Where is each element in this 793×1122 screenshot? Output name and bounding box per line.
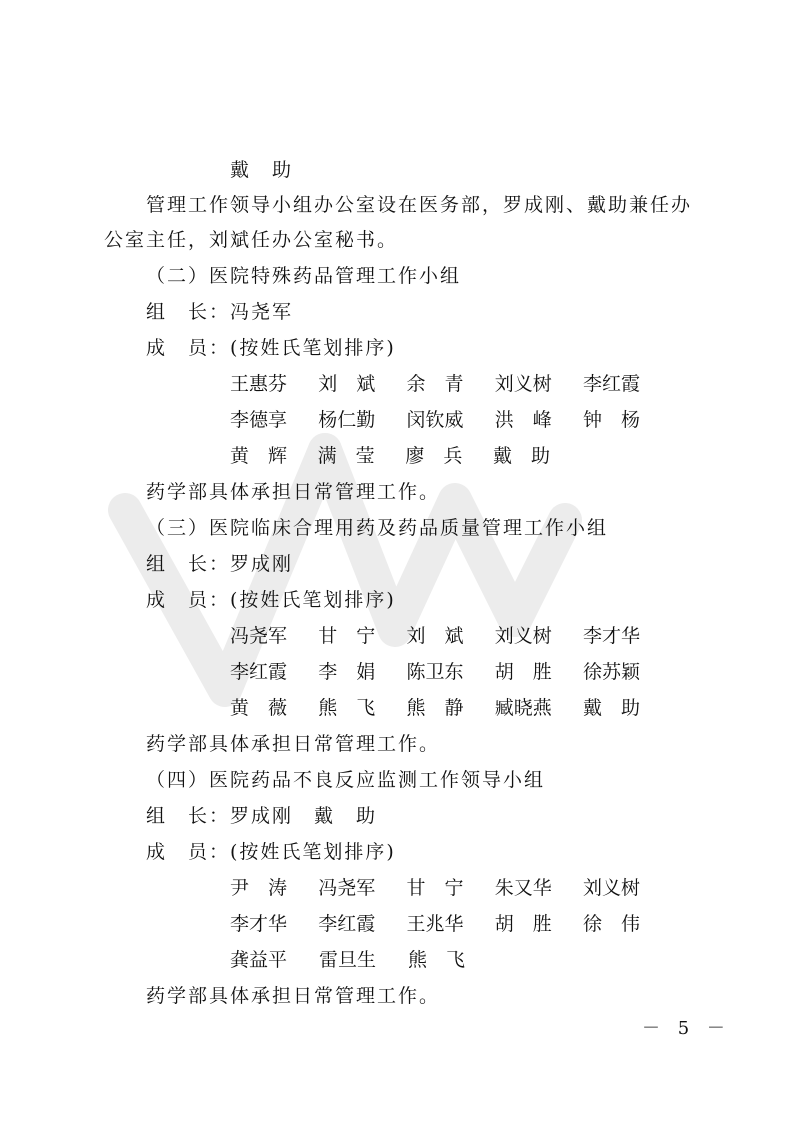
member-name: 臧晓燕 <box>494 697 552 719</box>
group4-members-row-3 <box>230 948 465 972</box>
office-line-2: 公室主任，刘斌任办公室秘书。 <box>104 229 399 251</box>
group3-leader: 组 长：罗成刚 <box>146 553 294 575</box>
member-name: 龚益平 <box>230 949 288 971</box>
member-name: 王惠芬 <box>230 373 288 395</box>
top-name: 戴 助 <box>230 159 294 181</box>
member-name: 满 莹 <box>317 445 375 467</box>
member-name: 黄 辉 <box>230 445 288 467</box>
group3-members-row-1 <box>230 624 640 648</box>
group4-members-row-1 <box>230 876 640 900</box>
group4-members-label: 成 员：(按姓氏笔划排序) <box>146 841 396 863</box>
member-name: 雷旦生 <box>318 949 376 971</box>
member-name: 刘 斌 <box>406 625 464 647</box>
member-name: 余 青 <box>406 373 464 395</box>
member-name: 朱又华 <box>494 877 552 899</box>
member-name: 徐 伟 <box>582 913 640 935</box>
group3-heading: （三）医院临床合理用药及药品质量管理工作小组 <box>146 517 609 539</box>
member-name: 王兆华 <box>406 913 464 935</box>
member-name: 戴 助 <box>492 445 550 467</box>
member-name: 熊 飞 <box>407 949 465 971</box>
member-name: 刘 斌 <box>318 373 376 395</box>
group3-members-label: 成 员：(按姓氏笔划排序) <box>146 589 396 611</box>
member-name: 刘义树 <box>494 625 552 647</box>
member-name: 黄 薇 <box>230 697 288 719</box>
member-name: 李才华 <box>582 625 640 647</box>
group4-note: 药学部具体承担日常管理工作。 <box>146 985 441 1007</box>
group3-members-row-3 <box>230 696 640 720</box>
group3-note: 药学部具体承担日常管理工作。 <box>146 733 441 755</box>
office-line-1: 管理工作领导小组办公室设在医务部，罗成刚、戴助兼任办 <box>146 194 693 216</box>
member-name: 李才华 <box>230 913 288 935</box>
member-name: 胡 胜 <box>494 661 552 683</box>
member-name: 熊 飞 <box>318 697 376 719</box>
member-name: 李红霞 <box>582 373 640 395</box>
group2-members-row-2 <box>230 408 640 432</box>
group4-leader: 组 长：罗成刚 戴 助 <box>146 805 378 827</box>
member-name: 刘义树 <box>494 373 552 395</box>
group2-heading: （二）医院特殊药品管理工作小组 <box>146 265 462 287</box>
group2-leader: 组 长：冯尧军 <box>146 301 294 323</box>
member-name: 陈卫东 <box>406 661 464 683</box>
member-name: 尹 涛 <box>230 877 288 899</box>
member-name: 刘义树 <box>582 877 640 899</box>
group2-note: 药学部具体承担日常管理工作。 <box>146 481 441 503</box>
member-name: 李红霞 <box>230 661 288 683</box>
group2-members-label: 成 员：(按姓氏笔划排序) <box>146 337 396 359</box>
member-name: 冯尧军 <box>318 877 376 899</box>
group3-members-row-2 <box>230 660 640 684</box>
member-name: 廖 兵 <box>405 445 463 467</box>
member-name: 戴 助 <box>582 697 640 719</box>
member-name: 徐苏颖 <box>582 661 640 683</box>
member-name: 冯尧军 <box>230 625 288 647</box>
member-name: 闵钦威 <box>406 409 464 431</box>
member-name: 李 娟 <box>318 661 376 683</box>
member-name: 李德享 <box>230 409 288 431</box>
member-name: 钟 杨 <box>582 409 640 431</box>
member-name: 胡 胜 <box>494 913 552 935</box>
page-number: － 5 － <box>642 1018 731 1039</box>
group4-heading: （四）医院药品不良反应监测工作领导小组 <box>146 769 546 791</box>
member-name: 李红霞 <box>318 913 376 935</box>
member-name: 甘 宁 <box>406 877 464 899</box>
group4-members-row-2 <box>230 912 640 936</box>
group2-members-row-1 <box>230 372 640 396</box>
member-name: 熊 静 <box>406 697 464 719</box>
member-name: 甘 宁 <box>318 625 376 647</box>
member-name: 杨仁勤 <box>318 409 376 431</box>
group2-members-row-3 <box>230 444 550 468</box>
member-name: 洪 峰 <box>494 409 552 431</box>
